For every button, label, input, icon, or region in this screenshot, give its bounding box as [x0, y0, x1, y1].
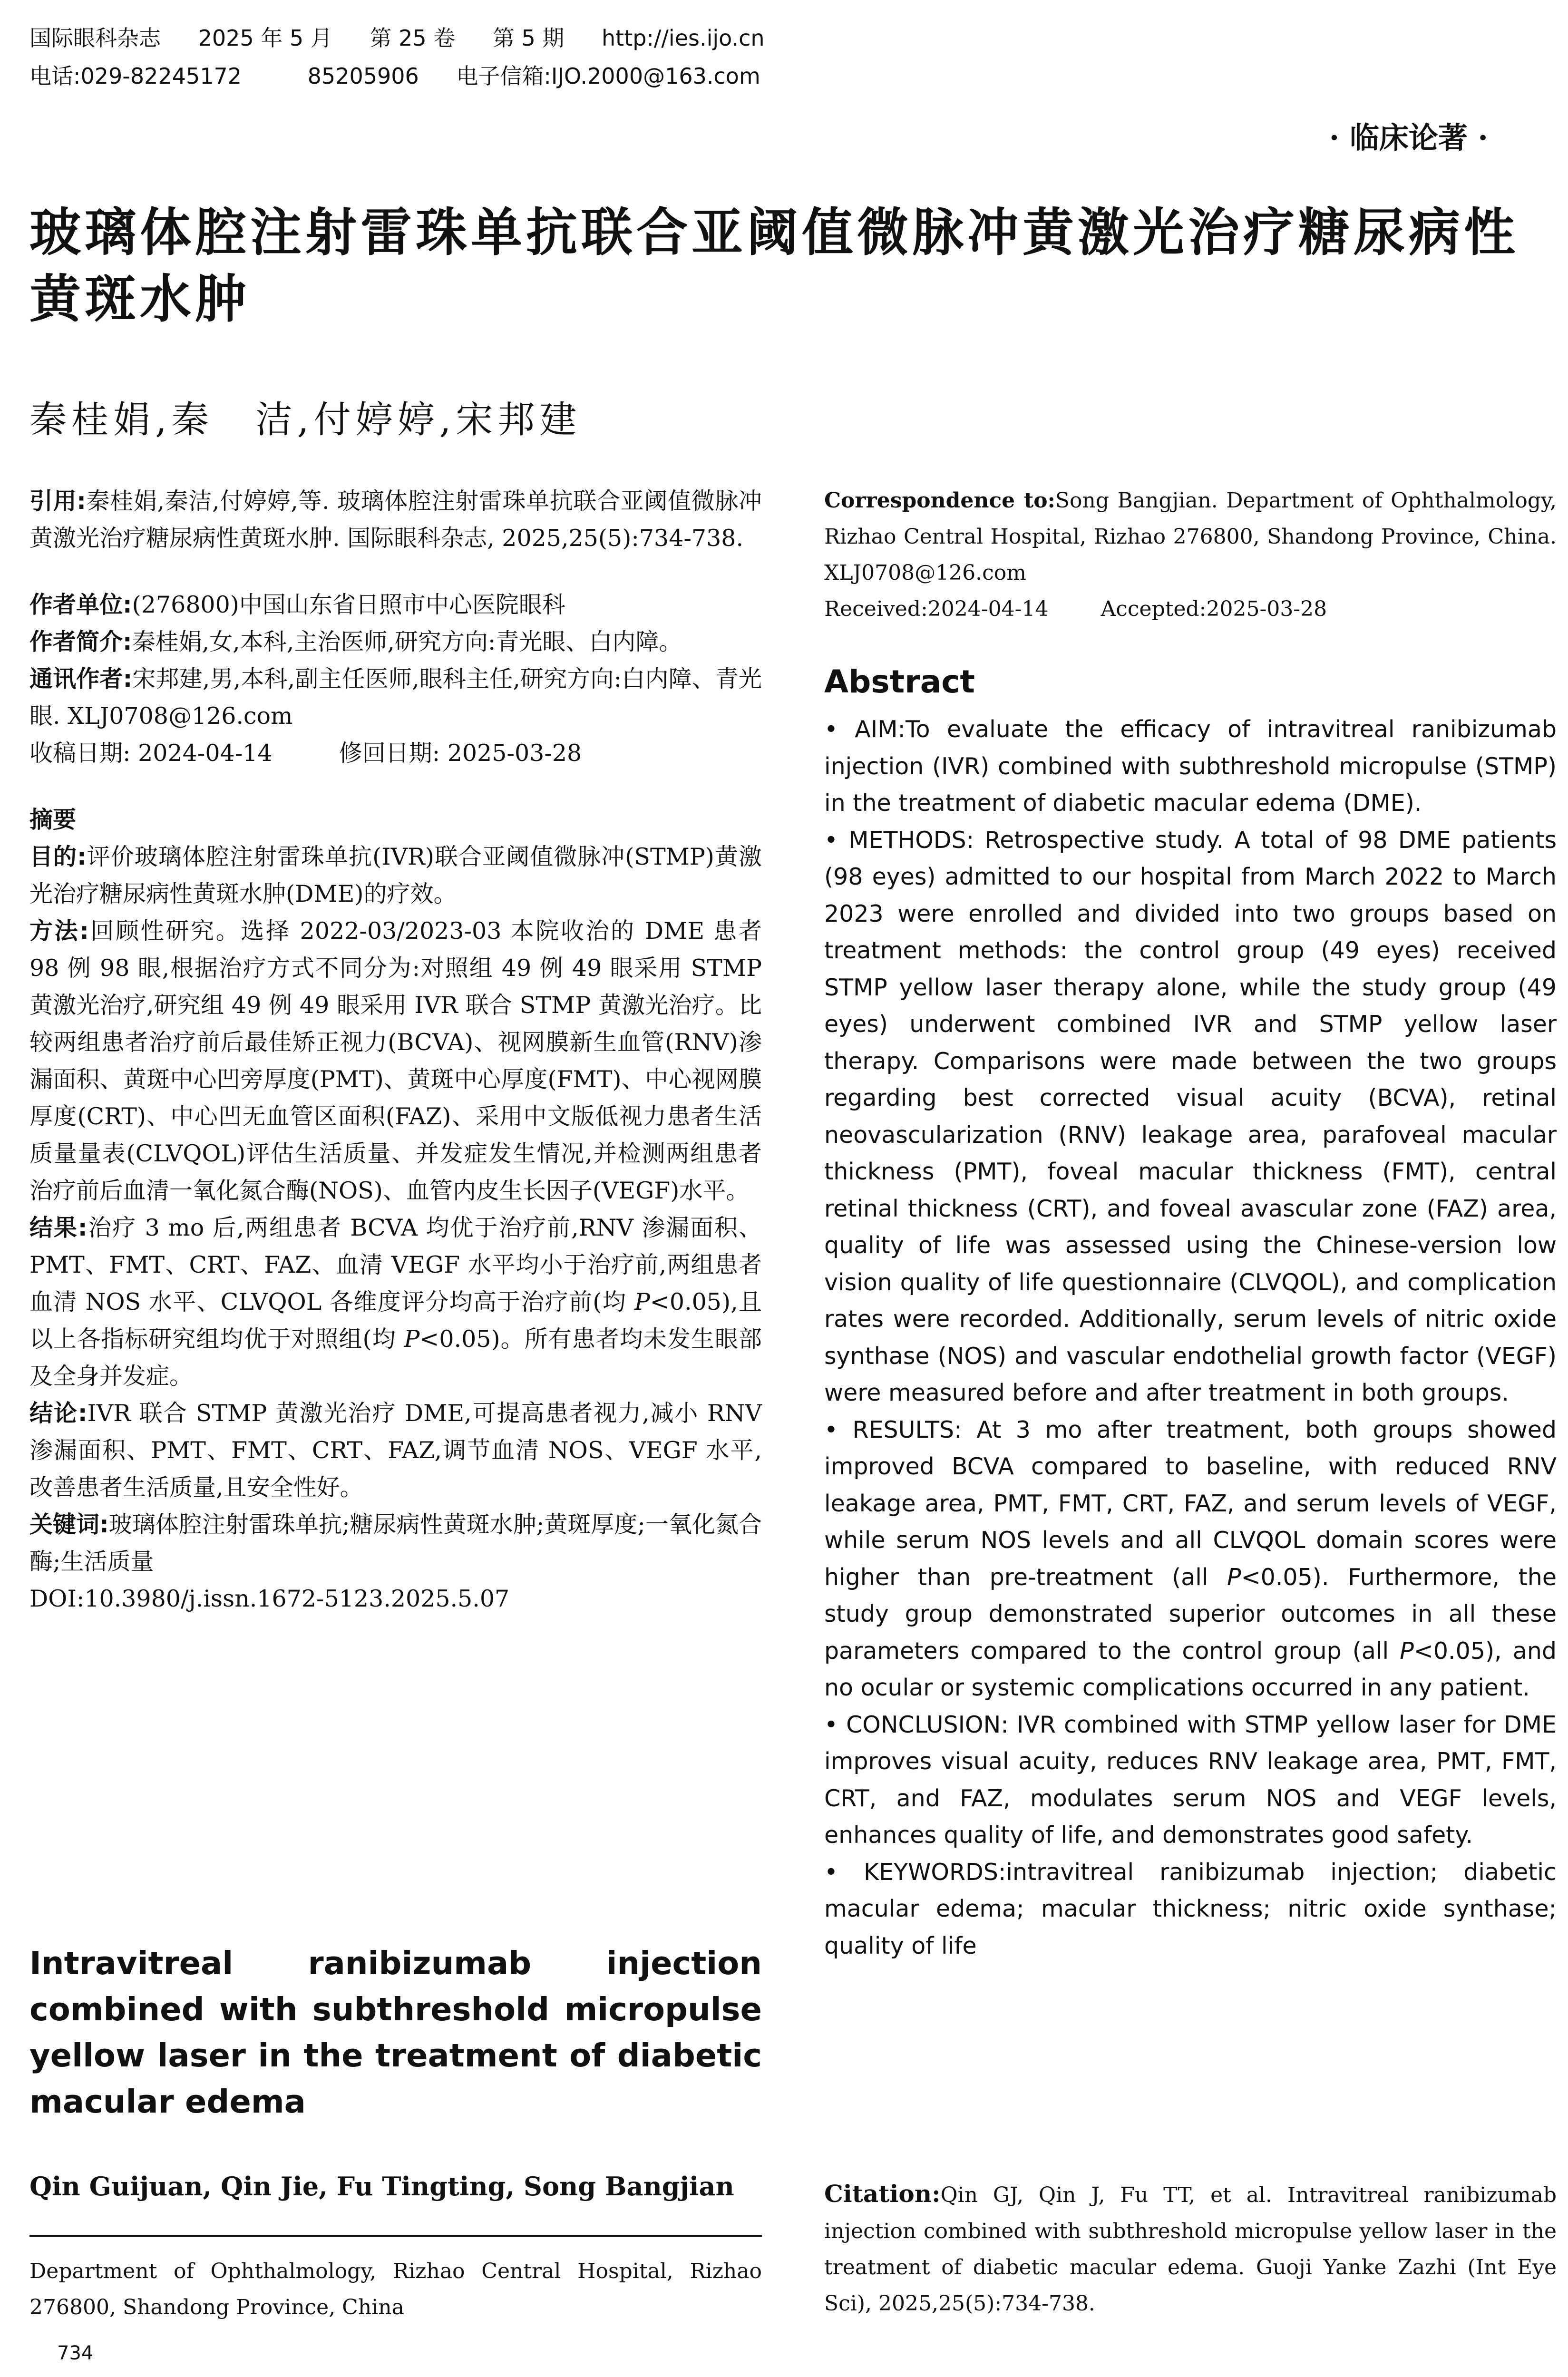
citation-en-text: Qin GJ, Qin J, Fu TT, et al. Intravitreal ranibizumab injection combined with subthreshold micropulse yellow laser in the treatment of diabetic macular edema. Guoji Yanke Zazhi (Int Eye Sci), 2025,25(5):734-738.	[824, 2183, 1557, 2316]
author-divider	[29, 2235, 762, 2237]
correspondence-block	[824, 483, 1557, 627]
keywords-en	[824, 1854, 1557, 1965]
author-unit-label: 作者单位:	[29, 591, 132, 618]
results-en-label: • RESULTS:	[824, 1416, 962, 1443]
doi[interactable]: DOI:10.3980/j.issn.1672-5123.2025.5.07	[29, 1585, 510, 1612]
results-en-p-symbol-2: P	[1400, 1637, 1414, 1665]
keywords-cn	[29, 1506, 762, 1580]
methods-cn-label: 方法:	[29, 917, 89, 945]
keywords-en-label: • KEYWORDS:	[824, 1858, 1006, 1886]
methods-en-label: • METHODS:	[824, 826, 974, 854]
issue-date: 2025 年 5 月	[198, 25, 332, 51]
keywords-cn-text: 玻璃体腔注射雷珠单抗;糖尿病性黄斑水肿;黄斑厚度;一氧化氮合酶;生活质量	[29, 1511, 762, 1575]
author-bio	[29, 623, 762, 661]
dates-cn	[29, 735, 762, 772]
author-unit	[29, 586, 762, 623]
methods-cn-text: 回顾性研究。选择 2022-03/2023-03 本院收治的 DME 患者 98 例 98 眼,根据治疗方式不同分为:对照组 49 例 49 眼采用 STMP 黄激光治疗,研究组 49 例 49 眼采用 IVR 联合 STMP 黄激光治疗。比较两组患者治疗前后最佳矫正视力(BCVA)、视网膜新生血管(RNV)渗漏面积、黄斑中心凹旁厚度(PMT)、黄斑中心厚度(FMT)、中心视网膜厚度(CRT)、中心凹无血管区面积(FAZ)、采用中文版低视力患者生活质量量表(CLVQOL)评估生活质量、并发症发生情况,并检测两组患者治疗前后血清一氧化氮合酶(NOS)、血管内皮生长因子(VEGF)水平。	[29, 917, 762, 1204]
conclusion-cn-label: 结论:	[29, 1400, 88, 1427]
correspondence-en-label: Correspondence to:	[824, 488, 1055, 513]
phone: 电话:029-82245172	[29, 63, 242, 89]
citation-cn-text: 秦桂娟,秦洁,付婷婷,等. 玻璃体腔注射雷珠单抗联合亚阈值微脉冲黄激光治疗糖尿病性黄斑水肿. 国际眼科杂志, 2025,25(5):734-738.	[29, 487, 762, 552]
author-bio-text: 秦桂娟,女,本科,主治医师,研究方向:青光眼、白内障。	[132, 628, 682, 655]
english-affiliation: Department of Ophthalmology, Rizhao Central Hospital, Rizhao 276800, Shandong Province, China	[29, 2259, 762, 2319]
authors-cn: 秦桂娟,秦 洁,付婷婷,宋邦建	[29, 399, 582, 441]
journal-email[interactable]: 电子信箱:IJO.2000@163.com	[456, 63, 760, 89]
page-title: 玻璃体腔注射雷珠单抗联合亚阈值微脉冲黄激光治疗糖尿病性黄斑水肿	[29, 203, 1519, 329]
left-column	[29, 483, 762, 1617]
results-cn-label: 结果:	[29, 1214, 88, 1241]
results-en-text-2: ). Furthermore, the study group demonstrated superior outcomes in all these parameters compared to the control group (all	[824, 1563, 1557, 1665]
conclusion-cn	[29, 1395, 762, 1506]
aim-en-text: To evaluate the efficacy of intravitreal ranibizumab injection (IVR) combined with subthreshold micropulse (STMP) in the treatment of diabetic macular edema (DME).	[824, 716, 1557, 817]
conclusion-en	[824, 1706, 1557, 1854]
conclusion-cn-text: IVR 联合 STMP 黄激光治疗 DME,可提高患者视力,减小 RNV 渗漏面积、PMT、FMT、CRT、FAZ,调节血清 NOS、VEGF 水平,改善患者生活质量,且安全性好。	[29, 1400, 762, 1501]
citation-en-label: Citation:	[824, 2180, 941, 2208]
results-en-p-value: <0.05	[1241, 1563, 1313, 1591]
abstract-heading-cn: 摘要	[29, 806, 77, 833]
correspondence-en-text: Song Bangjian. Department of Ophthalmology, Rizhao Central Hospital, Rizhao 276800, Shandong Province, China. XLJ0708@126.com	[824, 488, 1557, 585]
results-cn-p-value-2: <0.05	[419, 1325, 491, 1353]
keywords-cn-label: 关键词:	[29, 1511, 109, 1538]
abstract-en	[824, 711, 1557, 1964]
conclusion-en-label: • CONCLUSION:	[824, 1711, 1009, 1738]
results-en-text-1: At 3 mo after treatment, both groups showed improved BCVA compared to baseline, with reduced RNV leakage area, PMT, FMT, CRT, FAZ, and serum levels of VEGF, while serum NOS levels and all CLVQOL domain scores were higher than pre-treatment (all	[824, 1416, 1557, 1591]
aim-cn-text: 评价玻璃体腔注射雷珠单抗(IVR)联合亚阈值微脉冲(STMP)黄激光治疗糖尿病性黄斑水肿(DME)的疗效。	[29, 843, 762, 907]
phone-2: 85205906	[307, 63, 419, 89]
results-cn-text-1: 治疗 3 mo 后,两组患者 BCVA 均优于治疗前,RNV 渗漏面积、PMT、FMT、CRT、FAZ、血清 VEGF 水平均小于治疗前,两组患者血清 NOS 水平、CLVQOL 各维度评分均高于治疗前(均	[29, 1214, 762, 1315]
results-en-p-symbol: P	[1227, 1563, 1241, 1591]
corresponding-author-cn-text: 宋邦建,男,本科,副主任医师,眼科主任,研究方向:白内障、青光眼. XLJ0708@126.com	[29, 665, 762, 730]
results-en	[824, 1412, 1557, 1706]
journal-header-line-1	[29, 19, 795, 57]
results-cn-p-symbol: P	[634, 1288, 650, 1315]
section-label: · 临床论著 ·	[1329, 120, 1488, 155]
methods-en	[824, 822, 1557, 1412]
aim-cn	[29, 838, 762, 913]
conclusion-en-text: IVR combined with STMP yellow laser for DME improves visual acuity, reduces RNV leakage area, PMT, FMT, CRT, and FAZ, modulates serum NOS and VEGF levels, enhances quality of life, and demonstrates good safety.	[824, 1711, 1557, 1849]
results-en-p-value-2: <0.05	[1413, 1637, 1485, 1665]
journal-name: 国际眼科杂志	[29, 25, 161, 51]
corresponding-author-cn-label: 通讯作者:	[29, 665, 133, 692]
page-number: 734	[57, 2342, 94, 2364]
received-date-cn: 收稿日期: 2024-04-14	[29, 740, 273, 767]
journal-header-line-2	[29, 57, 791, 95]
aim-cn-label: 目的:	[29, 843, 87, 870]
citation-cn-label: 引用:	[29, 487, 86, 515]
abstract-heading-en: Abstract	[824, 663, 975, 700]
volume: 第 25 卷	[370, 25, 456, 51]
results-cn-p-symbol-2: P	[404, 1325, 420, 1353]
methods-en-text: Retrospective study. A total of 98 DME patients (98 eyes) admitted to our hospital from March 2022 to March 2023 were enrolled and divided into two groups based on treatment methods: the control group (49 eyes) received STMP yellow laser therapy alone, while the study group (49 eyes) underwent combined IVR and STMP yellow laser therapy. Comparisons were made between the two groups regarding best corrected visual acuity (BCVA), retinal neovascularization (RNV) leakage area, parafoveal macular thickness (PMT), foveal macular thickness (FMT), central retinal thickness (CRT), and foveal avascular zone (FAZ) area, quality of life was assessed using the Chinese-version low vision quality of life questionnaire (CLVQOL), and complication rates were recorded. Additionally, serum levels of nitric oxide synthase (NOS) and vascular endothelial growth factor (VEGF) were measured before and after treatment in both groups.	[824, 826, 1557, 1406]
results-en-text-3: ), and no ocular or systemic complications occurred in any patient.	[824, 1637, 1557, 1701]
results-cn-p-value: <0.05	[650, 1288, 721, 1315]
journal-url[interactable]: http://ies.ijo.cn	[602, 25, 765, 51]
author-bio-label: 作者简介:	[29, 628, 132, 655]
results-cn-text-2: ),且以上各指标研究组均优于对照组(均	[29, 1288, 762, 1353]
revised-date-cn: 修回日期: 2025-03-28	[339, 740, 582, 767]
results-cn-text-3: )。所有患者均未发生眼部及全身并发症。	[29, 1325, 762, 1390]
english-title: Intravitreal ranibizumab injection combined with subthreshold micropulse yellow laser in the treatment of diabetic macular edema	[29, 1945, 762, 2120]
aim-en-label: • AIM:	[824, 716, 906, 743]
citation-en	[824, 2176, 1557, 2322]
citation-cn	[29, 483, 762, 557]
corresponding-author-cn	[29, 661, 762, 735]
received-date-en: Received:2024-04-14	[824, 597, 1049, 621]
keywords-en-text: intravitreal ranibizumab injection; diabetic macular edema; macular thickness; nitric oxide synthase; quality of life	[824, 1858, 1557, 1959]
author-unit-text: (276800)中国山东省日照市中心医院眼科	[132, 591, 565, 618]
methods-cn	[29, 913, 762, 1209]
issue-number: 第 5 期	[492, 25, 565, 51]
correspondence-en	[824, 483, 1557, 591]
accepted-date-en: Accepted:2025-03-28	[1101, 597, 1327, 621]
results-cn	[29, 1209, 762, 1395]
english-authors: Qin Guijuan, Qin Jie, Fu Tingting, Song Bangjian	[29, 2171, 734, 2202]
dates-en	[824, 591, 1557, 627]
aim-en	[824, 711, 1557, 822]
